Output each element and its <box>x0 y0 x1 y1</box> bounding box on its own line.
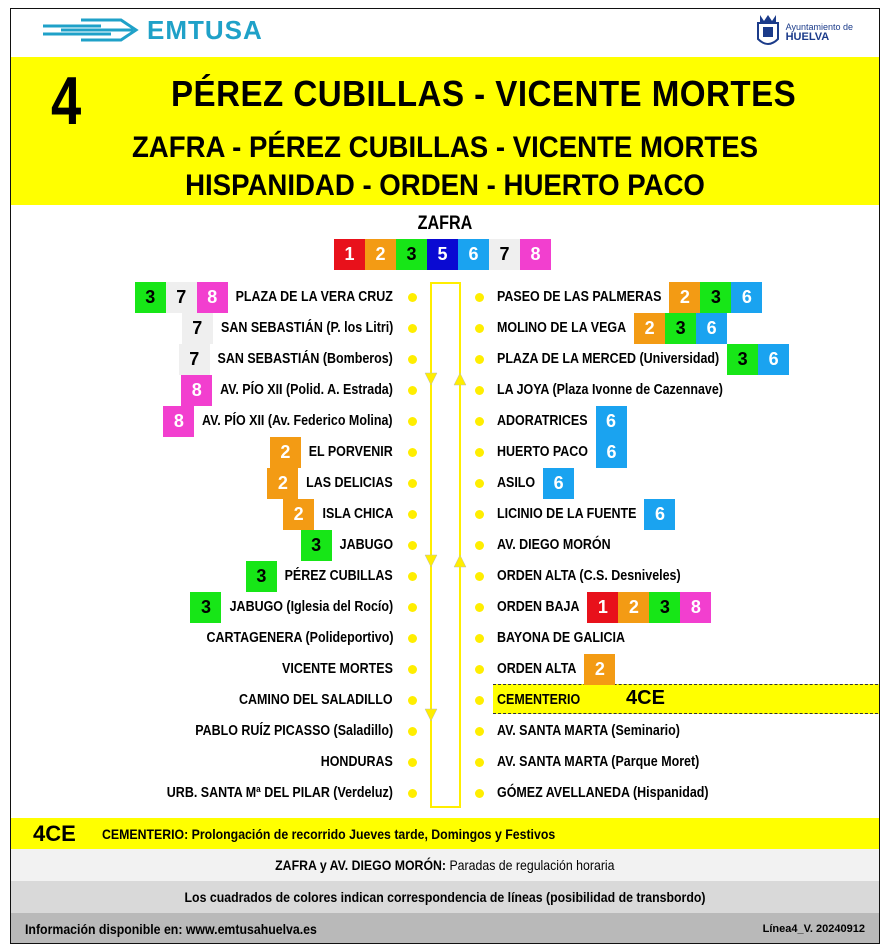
stop-label: PÉREZ CUBILLAS <box>284 568 393 584</box>
stop-dot <box>475 665 484 674</box>
line-2-badge: 2 <box>618 592 649 623</box>
route-loop <box>431 283 460 807</box>
stop-dot <box>475 386 484 395</box>
stop-dot <box>475 758 484 767</box>
line-6-badge: 6 <box>543 468 574 499</box>
stop-label: LICINIO DE LA FUENTE <box>497 506 637 522</box>
huelva-small-text: Ayuntamiento de <box>785 22 853 32</box>
route-sheet <box>10 8 880 944</box>
stop-label: AV. SANTA MARTA (Seminario) <box>497 723 680 739</box>
stop-connections <box>283 499 314 530</box>
stop-label: ORDEN ALTA <box>497 661 577 677</box>
line-3-badge: 3 <box>396 239 427 270</box>
cementerio-tag: 4CE <box>626 687 665 709</box>
line-3-badge: 3 <box>700 282 731 313</box>
stop-dot <box>408 417 417 426</box>
stop-dot <box>408 572 417 581</box>
stop-dot <box>408 634 417 643</box>
line-1-badge: 1 <box>334 239 365 270</box>
line-6-badge: 6 <box>731 282 762 313</box>
stop-label: CAMINO DEL SALADILLO <box>239 692 393 708</box>
line-8-badge: 8 <box>181 375 212 406</box>
regulation-note <box>11 849 879 881</box>
stop-label: ISLA CHICA <box>322 506 393 522</box>
stop-label: EL PORVENIR <box>308 444 393 460</box>
line-3-badge: 3 <box>190 592 221 623</box>
stop-dot <box>408 479 417 488</box>
stop-label: VICENTE MORTES <box>282 661 393 677</box>
line-5-badge: 5 <box>427 239 458 270</box>
brand-name: EMTUSA <box>147 15 263 45</box>
line-3-badge: 3 <box>727 344 758 375</box>
stop-label: AV. PÍO XII (Polid. A. Estrada) <box>220 382 393 398</box>
stop-dot <box>475 417 484 426</box>
stop-dot <box>475 355 484 364</box>
line-6-badge: 6 <box>596 437 627 468</box>
stop-dot <box>475 510 484 519</box>
line-2-badge: 2 <box>270 437 301 468</box>
stop-label: PABLO RUÍZ PICASSO (Saladillo) <box>195 723 393 739</box>
stop-connections <box>182 313 213 344</box>
legend-note <box>11 881 879 913</box>
legend-note-text: Los cuadrados de colores indican correspondencia de líneas (posibilidad de transbordo) <box>184 889 706 905</box>
info-link[interactable]: Información disponible en: www.emtusahuelva.es <box>25 921 317 937</box>
line-7-badge: 7 <box>182 313 213 344</box>
line-number: 4 <box>51 63 82 139</box>
stop-label: HUERTO PACO <box>497 444 588 460</box>
line-via-1: ZAFRA - PÉREZ CUBILLAS - VICENTE MORTES <box>131 131 759 164</box>
stop-dot <box>408 603 417 612</box>
line-8-badge: 8 <box>680 592 711 623</box>
stop-connections <box>587 592 711 623</box>
stop-label: AV. DIEGO MORÓN <box>497 537 611 553</box>
stop-dot <box>475 479 484 488</box>
stop-connections <box>634 313 727 344</box>
line-3-badge: 3 <box>246 561 277 592</box>
stop-label: SAN SEBASTIÁN (P. los Litri) <box>220 320 393 336</box>
down-arrow-icon <box>425 373 437 385</box>
stop-dot <box>475 696 484 705</box>
stop-connections <box>267 468 298 499</box>
stop-dot <box>475 603 484 612</box>
line-3-badge: 3 <box>649 592 680 623</box>
regulation-note-stops: ZAFRA y AV. DIEGO MORÓN: <box>275 857 447 873</box>
stop-label: JABUGO <box>339 537 393 553</box>
stop-label: ORDEN ALTA (C.S. Desniveles) <box>497 568 681 584</box>
line-8-badge: 8 <box>520 239 551 270</box>
stop-label: ASILO <box>497 475 536 491</box>
stop-label: ORDEN BAJA <box>497 599 580 615</box>
stop-dot <box>408 541 417 550</box>
stop-dot <box>475 634 484 643</box>
line-6-badge: 6 <box>758 344 789 375</box>
stop-dot <box>475 448 484 457</box>
stop-label: PLAZA DE LA MERCED (Universidad) <box>497 351 720 367</box>
stop-dot <box>475 572 484 581</box>
huelva-city-text: HUELVA <box>785 31 830 43</box>
stop-connections <box>596 437 627 468</box>
stop-label: LA JOYA (Plaza Ivonne de Cazennave) <box>497 382 723 398</box>
stop-dot <box>408 665 417 674</box>
stop-label: CEMENTERIO <box>497 692 581 708</box>
line-3-badge: 3 <box>301 530 332 561</box>
down-arrow-icon <box>425 555 437 567</box>
stop-dot <box>475 727 484 736</box>
stop-label: MOLINO DE LA VEGA <box>497 320 627 336</box>
line-3-badge: 3 <box>135 282 166 313</box>
stop-label: SAN SEBASTIÁN (Bomberos) <box>217 351 393 367</box>
down-arrow-icon <box>425 709 437 721</box>
line-6-badge: 6 <box>458 239 489 270</box>
stop-dot <box>408 386 417 395</box>
stop-label: URB. SANTA Mª DEL PILAR (Verdeluz) <box>166 785 393 801</box>
stop-connections <box>246 561 277 592</box>
line-8-badge: 8 <box>163 406 194 437</box>
stop-label: PASEO DE LAS PALMERAS <box>497 289 662 305</box>
stop-connections <box>163 406 194 437</box>
line-2-badge: 2 <box>283 499 314 530</box>
up-arrow-icon <box>454 373 466 385</box>
stop-dot <box>408 696 417 705</box>
stop-dot <box>408 355 417 364</box>
line-7-badge: 7 <box>166 282 197 313</box>
stop-dot <box>408 448 417 457</box>
stop-dot <box>408 293 417 302</box>
cementerio-note-text: CEMENTERIO: Prolongación de recorrido Jueves tarde, Domingos y Festivos <box>101 825 555 842</box>
line-6-badge: 6 <box>696 313 727 344</box>
line-2-badge: 2 <box>669 282 700 313</box>
line-2-badge: 2 <box>634 313 665 344</box>
stop-connections <box>190 592 221 623</box>
stop-label: LAS DELICIAS <box>306 475 393 491</box>
line-7-badge: 7 <box>179 344 210 375</box>
stop-dot <box>475 789 484 798</box>
stop-connections <box>644 499 675 530</box>
line-2-badge: 2 <box>365 239 396 270</box>
stop-connections <box>727 344 789 375</box>
stop-connections <box>596 406 627 437</box>
stop-connections <box>301 530 332 561</box>
stop-connections <box>584 654 615 685</box>
line-name: PÉREZ CUBILLAS - VICENTE MORTES <box>171 73 797 114</box>
line-7-badge: 7 <box>489 239 520 270</box>
line-2-badge: 2 <box>584 654 615 685</box>
line-3-badge: 3 <box>665 313 696 344</box>
line-2-badge: 2 <box>267 468 298 499</box>
line-6-badge: 6 <box>596 406 627 437</box>
line-1-badge: 1 <box>587 592 618 623</box>
cementerio-note-tag: 4CE <box>33 820 76 846</box>
line-6-badge: 6 <box>644 499 675 530</box>
stop-dot <box>475 324 484 333</box>
stop-label: AV. PÍO XII (Av. Federico Molina) <box>202 413 393 429</box>
stop-label: GÓMEZ AVELLANEDA (Hispanidad) <box>497 785 709 801</box>
stop-label: HONDURAS <box>320 754 393 770</box>
stop-dot <box>475 293 484 302</box>
stop-label: ADORATRICES <box>497 413 588 429</box>
stop-connections <box>669 282 762 313</box>
line-via-2: HISPANIDAD - ORDEN - HUERTO PACO <box>185 169 705 202</box>
terminus-name: ZAFRA <box>417 213 473 234</box>
stop-connections <box>179 344 210 375</box>
stop-dot <box>408 789 417 798</box>
line-8-badge: 8 <box>197 282 228 313</box>
stop-label: JABUGO (Iglesia del Rocío) <box>229 599 393 615</box>
info-bar <box>11 913 879 944</box>
cementerio-note <box>11 818 879 849</box>
stop-dot <box>408 510 417 519</box>
up-arrow-icon <box>454 555 466 567</box>
stop-label: PLAZA DE LA VERA CRUZ <box>235 289 393 305</box>
stop-connections <box>270 437 301 468</box>
stop-dot <box>408 758 417 767</box>
stop-connections <box>135 282 228 313</box>
stop-label: CARTAGENERA (Polideportivo) <box>205 630 393 646</box>
stop-connections <box>543 468 574 499</box>
stop-dot <box>475 541 484 550</box>
stop-label: BAYONA DE GALICIA <box>497 630 625 646</box>
version-label: Línea4_V. 20240912 <box>762 923 865 935</box>
stop-dot <box>408 727 417 736</box>
stop-connections <box>181 375 212 406</box>
stop-label: AV. SANTA MARTA (Parque Moret) <box>497 754 700 770</box>
regulation-note-text: Paradas de regulación horaria <box>446 857 615 873</box>
stop-dot <box>408 324 417 333</box>
